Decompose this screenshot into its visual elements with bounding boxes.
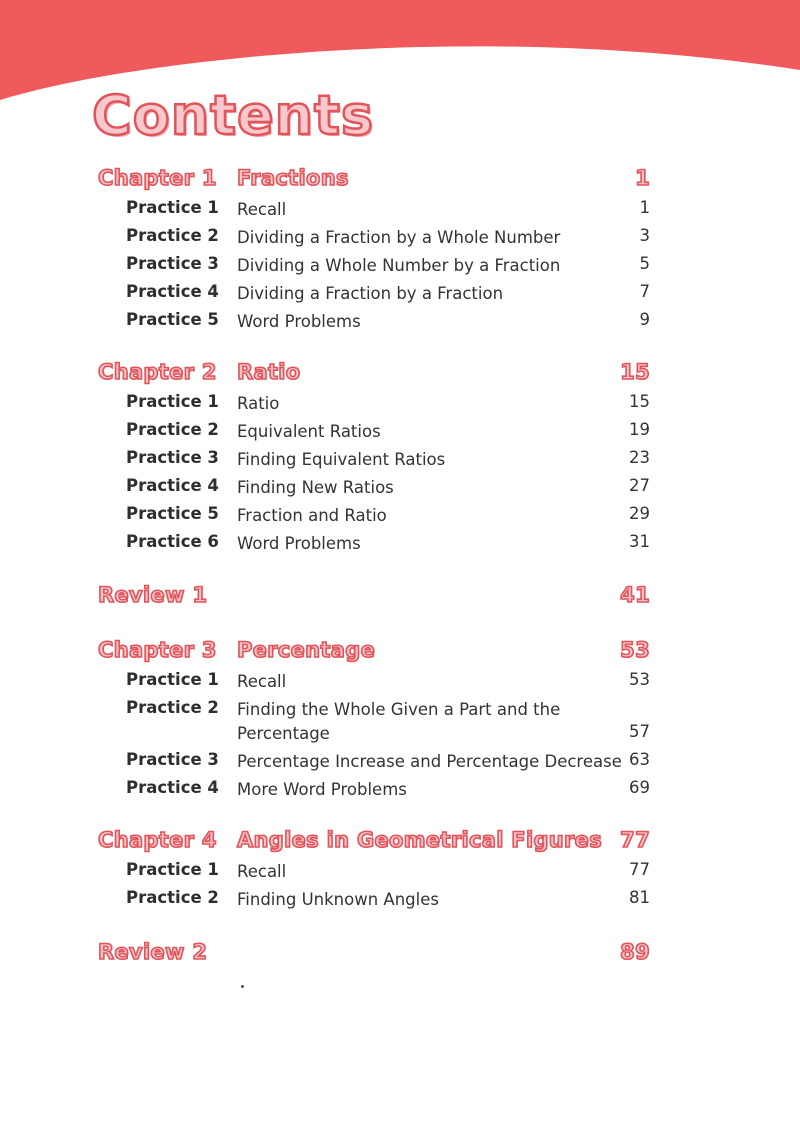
chapter-title: Angles in Geometrical Figures [237, 828, 603, 852]
page-number: 3 [639, 226, 650, 245]
page-number: 77 [620, 828, 650, 852]
chapter-label: Chapter 1 [98, 166, 217, 190]
practice-label: Practice 2 [126, 888, 219, 907]
chapter-label: Chapter 2 [98, 360, 217, 384]
chapter-title: Fractions [237, 166, 349, 190]
page-number: 69 [629, 778, 650, 797]
practice-title: Finding New Ratios [237, 478, 394, 497]
chapter-title: Percentage [237, 638, 376, 662]
page-number: 41 [620, 583, 650, 607]
practice-label: Practice 5 [126, 504, 219, 523]
practice-label: Practice 3 [126, 750, 219, 769]
practice-title: Recall [237, 200, 287, 219]
chapter-title: Ratio [237, 360, 301, 384]
page-number: 53 [620, 638, 650, 662]
page-number: 89 [620, 940, 650, 964]
page-number: 29 [629, 504, 650, 523]
page-number: 1 [635, 166, 650, 190]
page-number: 77 [629, 860, 650, 879]
practice-title-line-2: Percentage [237, 724, 330, 743]
practice-title: Dividing a Whole Number by a Fraction [237, 256, 561, 275]
practice-title: Word Problems [237, 312, 361, 331]
practice-label: Practice 1 [126, 392, 219, 411]
practice-label: Practice 5 [126, 310, 219, 329]
stray-dot [241, 985, 244, 988]
page-number: 23 [629, 448, 650, 467]
page-number: 19 [629, 420, 650, 439]
practice-title: Finding Unknown Angles [237, 890, 439, 909]
page-number: 31 [629, 532, 650, 551]
review-label: Review 2 [98, 940, 208, 964]
page-number: 81 [629, 888, 650, 907]
practice-title-line-1: Finding the Whole Given a Part and the [237, 700, 561, 719]
practice-title: Word Problems [237, 534, 361, 553]
practice-label: Practice 6 [126, 532, 219, 551]
page-number: 7 [639, 282, 650, 301]
practice-title: Dividing a Fraction by a Whole Number [237, 228, 561, 247]
practice-title: Recall [237, 862, 287, 881]
chapter-label: Chapter 3 [98, 638, 217, 662]
page-number: 15 [620, 360, 650, 384]
practice-label: Practice 1 [126, 860, 219, 879]
practice-title: Fraction and Ratio [237, 506, 387, 525]
practice-title: Percentage Increase and Percentage Decrease [237, 752, 622, 771]
practice-label: Practice 2 [126, 698, 219, 717]
practice-label: Practice 1 [126, 670, 219, 689]
practice-title: Dividing a Fraction by a Fraction [237, 284, 504, 303]
page-number: 1 [639, 198, 650, 217]
practice-title: Equivalent Ratios [237, 422, 381, 441]
page-number: 9 [639, 310, 650, 329]
practice-label: Practice 4 [126, 476, 219, 495]
chapter-label: Chapter 4 [98, 828, 217, 852]
practice-label: Practice 3 [126, 448, 219, 467]
practice-label: Practice 2 [126, 226, 219, 245]
practice-label: Practice 2 [126, 420, 219, 439]
practice-title: Ratio [237, 394, 280, 413]
page-number: 5 [639, 254, 650, 273]
practice-title: Finding Equivalent Ratios [237, 450, 446, 469]
page-number: 27 [629, 476, 650, 495]
practice-label: Practice 4 [126, 282, 219, 301]
practice-label: Practice 3 [126, 254, 219, 273]
review-label: Review 1 [98, 583, 208, 607]
page-number: 53 [629, 670, 650, 689]
practice-title: Recall [237, 672, 287, 691]
practice-label: Practice 4 [126, 778, 219, 797]
practice-label: Practice 1 [126, 198, 219, 217]
page-title: Contents [92, 84, 375, 147]
page-number: 15 [629, 392, 650, 411]
page-number: 63 [629, 750, 650, 769]
practice-title: More Word Problems [237, 780, 407, 799]
page-number: 57 [629, 722, 650, 741]
